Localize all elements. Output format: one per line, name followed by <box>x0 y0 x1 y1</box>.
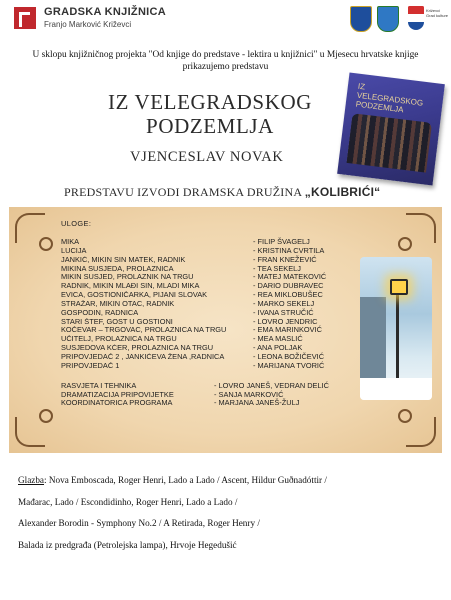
role: STARI ŠTEF, GOST U GOSTIONI <box>61 317 173 326</box>
crew-row <box>61 391 351 400</box>
crew-role: RASVJETA I TEHNIKA <box>61 381 137 390</box>
role: GOSPODIN, RADNICA <box>61 308 139 317</box>
role: MIKINA SUSJEDA, PROLAZNICA <box>61 264 174 273</box>
performers-line <box>64 185 380 200</box>
actor: - KRISTINA CVRTILA <box>253 245 325 255</box>
crew-role: KOORDINATORICA PROGRAMA <box>61 399 173 408</box>
actor: - MATEJ MATEKOVIĆ <box>253 272 327 282</box>
actor: - LEONA BOŽIČEVIĆ <box>253 351 325 361</box>
music-line-1 <box>18 474 438 486</box>
role: LUCIJA <box>61 246 87 255</box>
roles-list <box>61 238 351 371</box>
cast-photo <box>347 113 432 172</box>
intro-text: U sklopu knjižničnog projekta "Od knjige do predstave - lektira u knjižnici" u Mjesecu hrvatske knjige prikazujemo predstavu <box>32 50 419 72</box>
actor: - EMA MARINKOVIĆ <box>253 325 322 335</box>
cast-list <box>61 219 351 408</box>
actor: - FILIP ŠVAGELJ <box>253 237 310 246</box>
role: JANKIĆ, MIKIN SIN MATEK, RADNIK <box>61 255 186 264</box>
actor: - TEA SEKELJ <box>253 263 301 273</box>
crew-role: DRAMATIZACIJA PRIPOVIJETKE <box>61 390 174 399</box>
cast-row <box>61 335 351 344</box>
coat-of-arms-icon <box>350 6 372 32</box>
role: KOČEVAR – TRGOVAC, PROLAZNICA NA TRGU <box>61 326 227 335</box>
actor: - MEA MASLIĆ <box>253 334 303 344</box>
lamp-icon <box>390 279 408 295</box>
play-title <box>95 90 325 138</box>
curl-ornament-icon <box>398 409 412 423</box>
role: MIKIN SUSJED, PROLAZNIK NA TRGU <box>61 273 194 282</box>
cast-heading: ULOGE: <box>61 219 92 228</box>
cast-row <box>61 362 351 371</box>
role: MIKA <box>61 238 80 246</box>
crew-member: - LOVRO JANEŠ, VEDRAN DELIĆ <box>214 380 329 390</box>
role: PRIPOVJEDAČ 2 , JANKIĆEVA ŽENA ,RADNICA <box>61 352 225 361</box>
book-cover-image <box>337 73 445 186</box>
troupe-name: „KOLIBRIĆI“ <box>304 185 381 199</box>
actor: - FRAN KNEŽEVIĆ <box>253 254 317 264</box>
crew-row <box>61 382 351 391</box>
actor: - MARIJANA TVORIĆ <box>253 360 325 370</box>
music-line-4: Balada iz predgrađa (Petrolejska lampa), Hrvoje Hegedušić <box>18 540 237 550</box>
ornament-icon <box>15 417 45 447</box>
crew-member: - SANJA MARKOVIĆ <box>214 389 284 399</box>
ornament-icon <box>406 417 436 447</box>
curl-ornament-icon <box>398 237 412 251</box>
music-line-3: Alexander Borodin - Symphony No.2 / A Retirada, Roger Henry / <box>18 518 260 528</box>
library-name: GRADSKA KNJIŽNICA <box>44 6 167 18</box>
cast-parchment <box>9 207 442 453</box>
author-name: VJENCESLAV NOVAK <box>130 149 284 165</box>
role: SUSJEDOVA KĆER, PROLAZNICA NA TRGU <box>61 344 214 353</box>
role: UČITELJ, PROLAZNICA NA TRGU <box>61 335 177 344</box>
cast-row <box>61 326 351 335</box>
crew-list <box>61 382 351 409</box>
title-line-1: IZ VELEGRADSKOG <box>107 90 313 114</box>
library-subtitle: Franjo Marković Križevci <box>44 20 132 29</box>
role: STRAŽAR, MIKIN OTAC, RADNIK <box>61 299 175 308</box>
house-icon <box>360 297 386 387</box>
title-line-2: PODZEMLJA <box>146 114 274 138</box>
music-line-2: Mađarac, Lado / Escondidinho, Roger Henri, Lado a Lado / <box>18 497 238 507</box>
actor: - IVANA STRUČIĆ <box>253 307 314 317</box>
snow-ground <box>360 378 432 400</box>
crew-member: - MARJANA JANEŠ-ŽULJ <box>214 398 300 408</box>
book-cover-title: IZ VELEGRADSKOG PODZEMLJA <box>355 81 424 115</box>
city-caption: Križevci Grad kulture <box>426 8 449 18</box>
actor: - LOVRO JENDRIC <box>253 316 318 326</box>
role: PRIPOVJEDAČ 1 <box>61 361 120 370</box>
performers-prefix: PREDSTAVU IZVODI DRAMSKA DRUŽINA <box>64 185 305 199</box>
role: RADNIK, MIKIN MLAĐI SIN, MLADI MIKA <box>61 282 200 291</box>
library-logo-icon <box>14 7 36 29</box>
role: EVICA, GOSTIONIČARKA, PIJANI SLOVAK <box>61 291 208 300</box>
music-label: Glazba <box>18 475 45 485</box>
lamp-post-icon <box>396 287 399 387</box>
actor: - REA MIKLOBUŠEC <box>253 290 323 300</box>
actor: - MARKO SEKELJ <box>253 298 315 308</box>
actor: - ANA POLJAK <box>253 343 303 353</box>
ornament-icon <box>406 213 436 243</box>
street-lamp-illustration <box>360 257 432 400</box>
crew-row <box>61 399 351 408</box>
actor: - DARIO DUBRAVEC <box>253 281 324 291</box>
cast-row <box>61 256 351 265</box>
music-text-1: : Nova Emboscada, Roger Henri, Lado a Lado / Ascent, Hildur Guðnadóttir / <box>44 475 327 485</box>
county-crest-icon <box>377 6 399 32</box>
curl-ornament-icon <box>39 409 53 423</box>
curl-ornament-icon <box>39 237 53 251</box>
city-emblem-icon <box>408 6 424 30</box>
